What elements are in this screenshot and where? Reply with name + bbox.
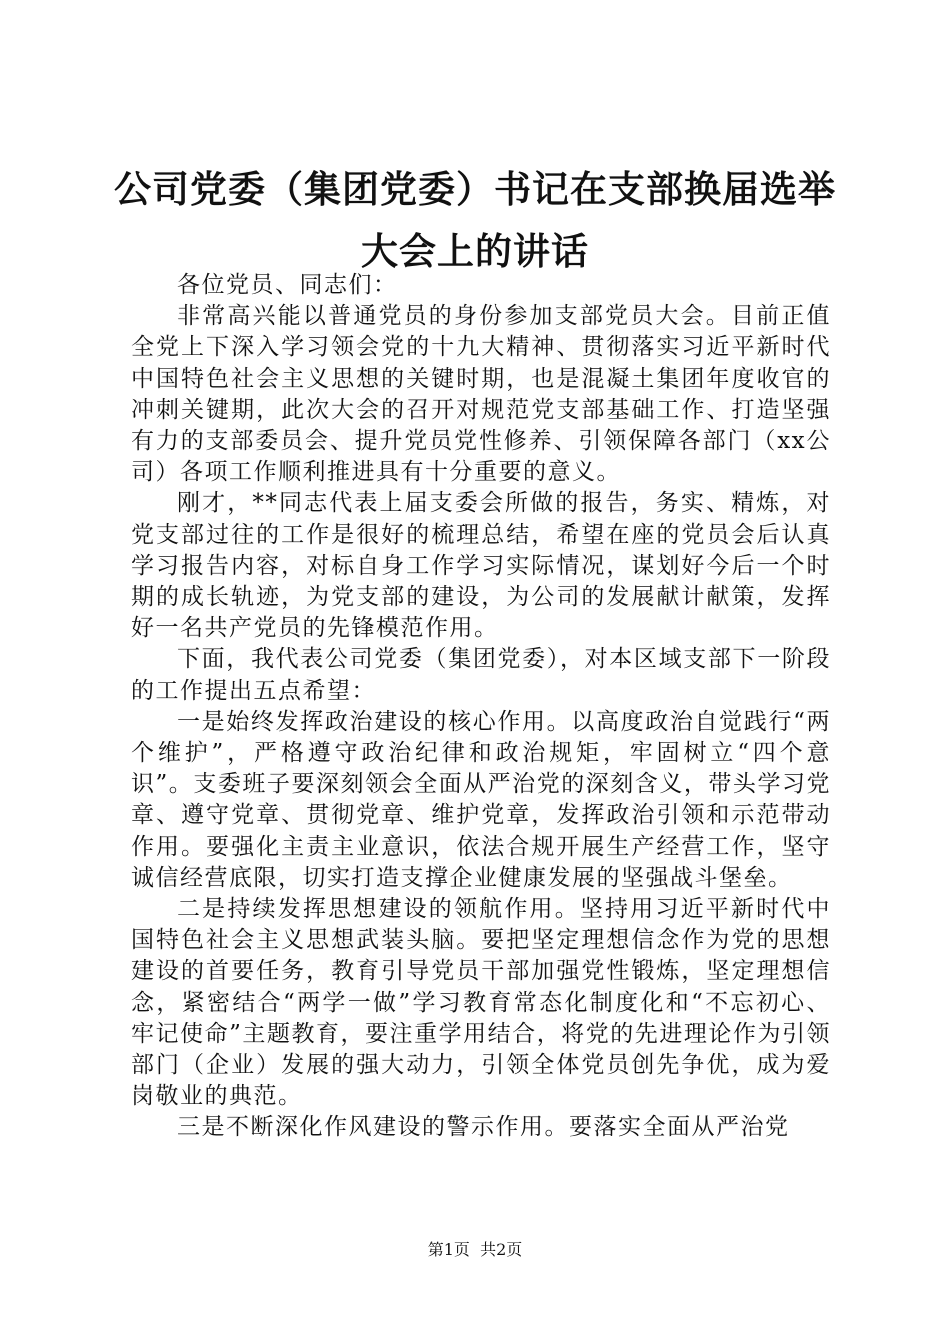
page-total: 共2页 bbox=[480, 1240, 523, 1259]
paragraph-intro: 非常高兴能以普通党员的身份参加支部党员大会。目前正值全党上下深入学习领会党的十九大精神、贯彻落实习近平新时代中国特色社会主义思想的关键时期，也是混凝土集团年度收官的冲刺关键期，此次大会的召开对规范党支部基础工作、打造坚强有力的支部委员会、提升党员党性修养、引领保障各部门（xx公司）各项工作顺利推进具有十分重要的意义。 bbox=[131, 303, 831, 486]
paragraph-report: 刚才，**同志代表上届支委会所做的报告，务实、精炼，对党支部过往的工作是很好的梳理总结，希望在座的党员会后认真学习报告内容，对标自身工作学习实际情况，谋划好今后一个时期的成长轨迹，为党支部的建设，为公司的发展献计献策，发挥好一名共产党员的先锋模范作用。 bbox=[131, 490, 831, 642]
page-footer bbox=[0, 1240, 950, 1260]
salutation: 各位党员、同志们： bbox=[177, 272, 398, 298]
paragraph-point-three: 三是不断深化作风建设的警示作用。要落实全面从严治党 bbox=[177, 1114, 790, 1141]
document-title: 公司党委（集团党委）书记在支部换届选举大会上的讲话 bbox=[114, 167, 836, 273]
page-number: 第1页 bbox=[427, 1240, 470, 1259]
paragraph-transition: 下面，我代表公司党委（集团党委），对本区域支部下一阶段的工作提出五点希望： bbox=[131, 646, 831, 704]
document-body bbox=[131, 270, 831, 1144]
paragraph-point-one: 一是始终发挥政治建设的核心作用。以高度政治自觉践行“两个维护”，严格遵守政治纪律和政治规矩，牢固树立“四个意识”。支委班子要深刻领会全面从严治党的深刻含义，带头学习党章、遵守党章、贯彻党章、维护党章，发挥政治引领和示范带动作用。要强化主责主业意识，依法合规开展生产经营工作，坚守诚信经营底限，切实打造支撑企业健康发展的坚强战斗堡垒。 bbox=[131, 708, 831, 891]
paragraph-point-two: 二是持续发挥思想建设的领航作用。坚持用习近平新时代中国特色社会主义思想武装头脑。要把坚定理想信念作为党的思想建设的首要任务，教育引导党员干部加强党性锻炼，坚定理想信念，紧密结合“两学一做”学习教育常态化制度化和“不忘初心、牢记使命”主题教育，要注重学用结合，将党的先进理论作为引领部门（企业）发展的强大动力，引领全体党员创先争优，成为爱岗敬业的典范。 bbox=[131, 896, 831, 1110]
